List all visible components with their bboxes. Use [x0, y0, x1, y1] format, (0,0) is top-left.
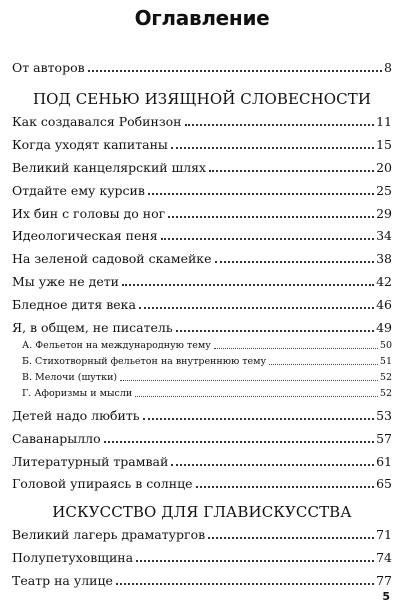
leader-dots: [135, 395, 378, 397]
leader-dots: [161, 237, 374, 240]
leader-dots: [122, 283, 374, 286]
toc-entry[interactable]: [12, 429, 392, 447]
toc-entry-title: Саванарылло: [12, 431, 101, 446]
toc-entry-page: 11: [376, 114, 392, 129]
leader-dots: [136, 559, 374, 562]
toc-entry-title: Головой упираясь в солнце: [12, 476, 193, 491]
toc-entry-page: 46: [376, 297, 392, 312]
section-heading-1: ПОД СЕНЬЮ ИЗЯЩНОЙ СЛОВЕСНОСТИ: [32, 90, 372, 108]
toc-entry-page: 15: [376, 137, 392, 152]
toc-entry-page: 61: [376, 454, 392, 469]
toc-entry[interactable]: [12, 571, 392, 589]
toc-entry-title: Театр на улице: [12, 573, 113, 588]
toc-entry-title: Детей надо любить: [12, 408, 140, 423]
leader-dots: [148, 192, 374, 195]
toc-entry-title: Бледное дитя века: [12, 297, 136, 312]
toc-entry[interactable]: [12, 181, 392, 199]
toc-entry-page: 20: [376, 160, 392, 175]
leader-dots: [104, 440, 374, 443]
toc-entry-page: 49: [376, 320, 392, 335]
toc-entry-page: 8: [384, 60, 392, 75]
toc-subentry-page: 52: [379, 388, 392, 399]
toc-entry-page: 74: [376, 550, 392, 565]
toc-entry-page: 38: [376, 251, 392, 266]
toc-subentry[interactable]: [22, 354, 392, 368]
toc-entry[interactable]: [12, 204, 392, 222]
leader-dots: [269, 363, 378, 365]
toc-subentry-title: Г. Афоризмы и мысли: [22, 388, 133, 399]
toc-subentry-title: В. Мелочи (шутки): [22, 372, 118, 383]
toc-entry-title: Идеологическая пеня: [12, 228, 158, 243]
toc-entry-page: 71: [376, 527, 392, 542]
toc-entry-title: От авторов: [12, 60, 85, 75]
toc-entry-title: Литературный трамвай: [12, 454, 169, 469]
leader-dots: [171, 463, 374, 466]
toc-entry-page: 65: [376, 476, 392, 491]
toc-entry-title: На зеленой садовой скамейке: [12, 251, 212, 266]
leader-dots: [139, 306, 374, 309]
leader-dots: [168, 215, 374, 218]
leader-dots: [214, 347, 378, 349]
toc-entry[interactable]: [12, 548, 392, 566]
toc-entry[interactable]: [12, 525, 392, 543]
toc-entry-page: 25: [376, 183, 392, 198]
toc-entry-title: Великий канцелярский шлях: [12, 160, 207, 175]
toc-entry-title: Полупетуховщина: [12, 550, 134, 565]
toc-subentry-page: 51: [379, 356, 392, 367]
leader-dots: [185, 123, 375, 126]
leader-dots: [196, 485, 375, 488]
toc-entry-page: 42: [376, 274, 392, 289]
leader-dots: [143, 417, 375, 420]
leader-dots: [120, 379, 378, 381]
toc-entry[interactable]: [12, 112, 392, 130]
page-title: Оглавление: [134, 6, 270, 30]
toc-entry-title: Когда уходят капитаны: [12, 137, 168, 152]
toc-entry[interactable]: [12, 135, 392, 153]
toc-entry-intro[interactable]: [12, 58, 392, 76]
toc-subentry[interactable]: [22, 338, 392, 352]
toc-entry-title: Отдайте ему курсив: [12, 183, 145, 198]
toc-entry-title: Я, в общем, не писатель: [12, 320, 173, 335]
toc-subentry[interactable]: [22, 370, 392, 384]
page-number: 5: [382, 590, 390, 603]
toc-subentry-title: А. Фельетон на международную тему: [22, 340, 211, 351]
toc-entry-title: Их бин с головы до ног: [12, 206, 166, 221]
leader-dots: [116, 582, 374, 585]
toc-entry[interactable]: [12, 452, 392, 470]
toc-entry[interactable]: [12, 295, 392, 313]
leader-dots: [176, 329, 374, 332]
toc-entry[interactable]: [12, 318, 392, 336]
section-heading-2: ИСКУССТВО ДЛЯ ГЛАВИСКУССТВА: [52, 503, 352, 521]
leader-dots: [208, 536, 374, 539]
toc-entry-page: 77: [376, 573, 392, 588]
toc-entry[interactable]: [12, 406, 392, 424]
toc-entry[interactable]: [12, 158, 392, 176]
leader-dots: [88, 69, 382, 72]
toc-subentry-title: Б. Стихотворный фельетон на внутреннюю тему: [22, 356, 267, 367]
toc-entry-title: Как создавался Робинзон: [12, 114, 182, 129]
toc-subentry-page: 50: [379, 340, 392, 351]
toc-entry-page: 53: [376, 408, 392, 423]
toc-entry-title: Великий лагерь драматургов: [12, 527, 206, 542]
toc-subentry-page: 52: [379, 372, 392, 383]
toc-entry[interactable]: [12, 249, 392, 267]
toc-entry-page: 34: [376, 228, 392, 243]
leader-dots: [209, 169, 374, 172]
toc-entry-page: 57: [376, 431, 392, 446]
toc-entry-title: Мы уже не дети: [12, 274, 119, 289]
toc-entry[interactable]: [12, 474, 392, 492]
leader-dots: [215, 260, 375, 263]
toc-subentry[interactable]: [22, 386, 392, 400]
toc-entry[interactable]: [12, 226, 392, 244]
toc-entry[interactable]: [12, 272, 392, 290]
toc-entry-page: 29: [376, 206, 392, 221]
leader-dots: [171, 146, 374, 149]
